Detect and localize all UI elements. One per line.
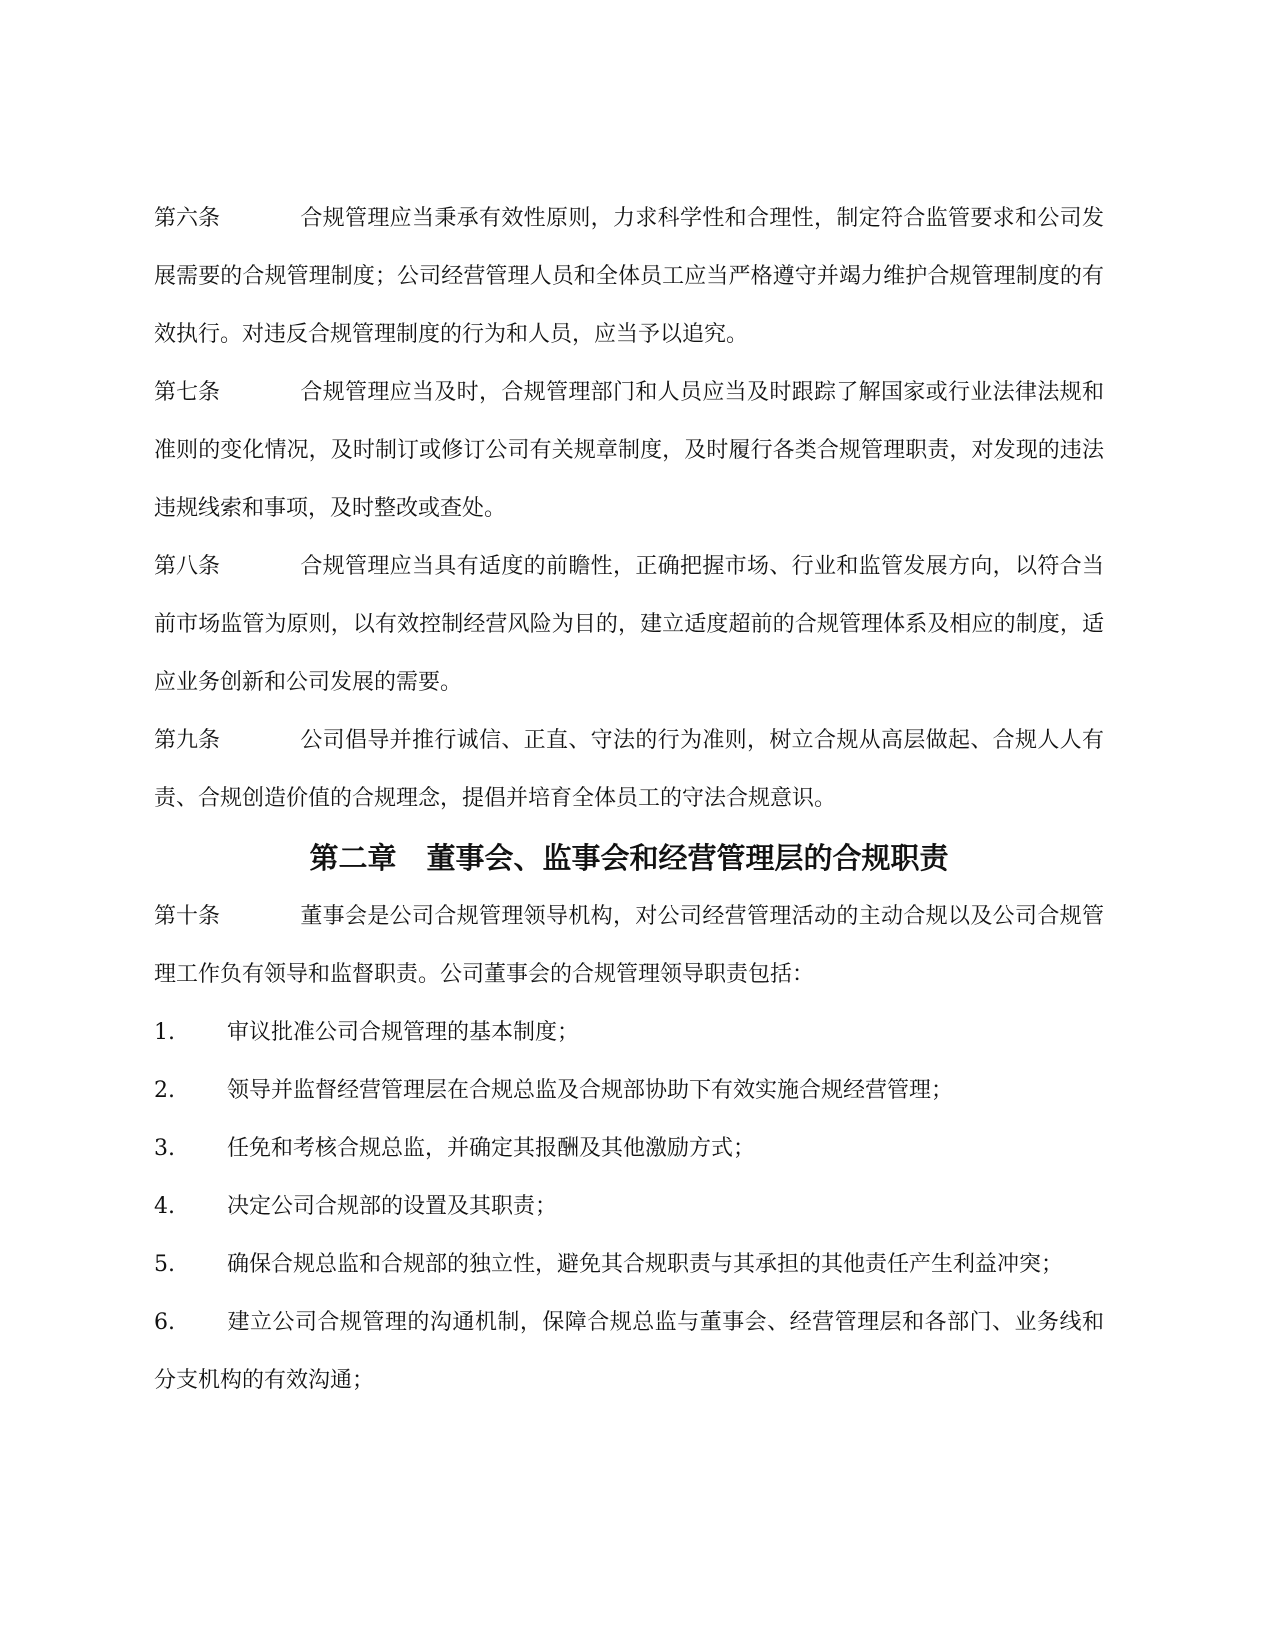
article-text: 公司倡导并推行诚信、正直、守法的行为准则，树立合规从高层做起、合规人人有责、合规创造价值的合规理念，提倡并培育全体员工的守法合规意识。 xyxy=(154,728,1104,811)
list-item xyxy=(154,1004,1104,1062)
list-item xyxy=(154,1062,1104,1120)
list-item xyxy=(154,1294,1104,1410)
list-item xyxy=(154,1236,1104,1294)
item-text: 建立公司合规管理的沟通机制，保障合规总监与董事会、经营管理层和各部门、业务线和分支机构的有效沟通； xyxy=(154,1310,1104,1393)
article-8 xyxy=(154,538,1104,712)
item-number: 3. xyxy=(154,1136,175,1161)
item-number: 2. xyxy=(154,1078,175,1103)
item-number: 5. xyxy=(154,1252,175,1277)
article-text: 董事会是公司合规管理领导机构，对公司经营管理活动的主动合规以及公司合规管理工作负有领导和监督职责。公司董事会的合规管理领导职责包括： xyxy=(154,904,1104,987)
article-text: 合规管理应当秉承有效性原则，力求科学性和合理性，制定符合监管要求和公司发展需要的合规管理制度；公司经营管理人员和全体员工应当严格遵守并竭力维护合规管理制度的有效执行。对违反合规管理制度的行为和人员，应当予以追究。 xyxy=(154,206,1104,347)
list-item xyxy=(154,1178,1104,1236)
article-7 xyxy=(154,364,1104,538)
item-number: 6. xyxy=(154,1310,175,1335)
chapter-number: 第二章 xyxy=(309,841,397,875)
item-number: 4. xyxy=(154,1194,175,1219)
item-text: 任免和考核合规总监，并确定其报酬及其他激励方式； xyxy=(227,1136,756,1161)
article-10 xyxy=(154,888,1104,1004)
article-label: 第八条 xyxy=(154,554,221,579)
article-label: 第七条 xyxy=(154,380,221,405)
chapter-title: 董事会、监事会和经营管理层的合规职责 xyxy=(426,841,949,875)
article-label: 第九条 xyxy=(154,728,221,753)
item-text: 确保合规总监和合规部的独立性，避免其合规职责与其承担的其他责任产生利益冲突； xyxy=(227,1252,1064,1277)
item-number: 1. xyxy=(154,1020,175,1045)
article-label: 第六条 xyxy=(154,206,221,231)
article-9 xyxy=(154,712,1104,828)
document-body xyxy=(154,190,1104,1410)
chapter-heading xyxy=(154,828,1104,888)
article-text: 合规管理应当具有适度的前瞻性，正确把握市场、行业和监管发展方向，以符合当前市场监管为原则，以有效控制经营风险为目的，建立适度超前的合规管理体系及相应的制度，适应业务创新和公司发展的需要。 xyxy=(154,554,1104,695)
article-text: 合规管理应当及时，合规管理部门和人员应当及时跟踪了解国家或行业法律法规和准则的变化情况，及时制订或修订公司有关规章制度，及时履行各类合规管理职责，对发现的违法违规线索和事项，及时整改或查处。 xyxy=(154,380,1104,521)
article-6 xyxy=(154,190,1104,364)
item-text: 领导并监督经营管理层在合规总监及合规部协助下有效实施合规经营管理； xyxy=(227,1078,954,1103)
item-text: 审议批准公司合规管理的基本制度； xyxy=(227,1020,580,1045)
list-item xyxy=(154,1120,1104,1178)
article-label: 第十条 xyxy=(154,904,221,929)
item-text: 决定公司合规部的设置及其职责； xyxy=(227,1194,558,1219)
